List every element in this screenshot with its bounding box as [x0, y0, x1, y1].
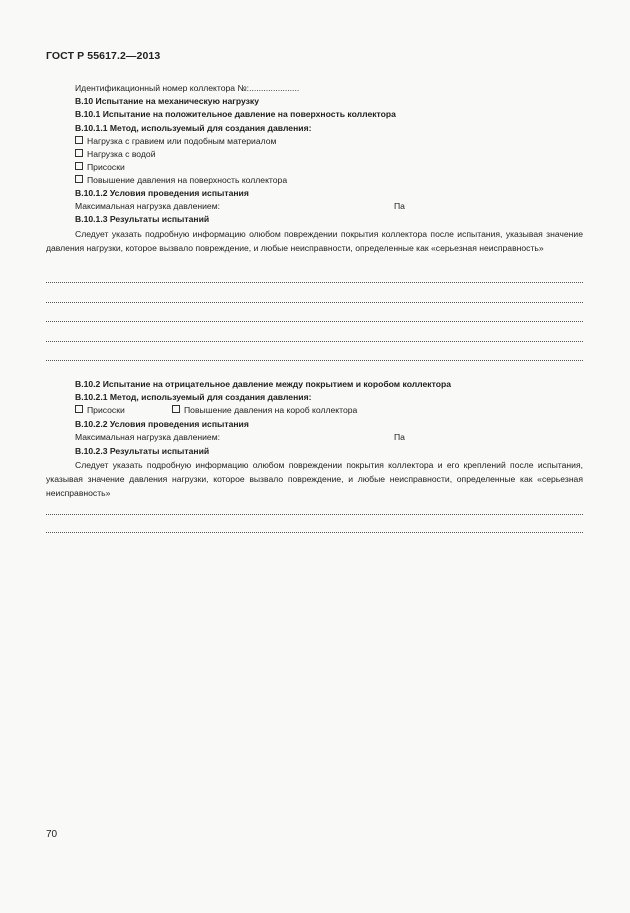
- section-b10-1-heading: В.10.1 Испытание на положительное давление на поверхность коллектора: [75, 109, 396, 119]
- checkbox-icon[interactable]: [75, 175, 83, 183]
- option-gravel[interactable]: [75, 136, 276, 147]
- option-surface-pressure-label: Повышение давления на поверхность коллектора: [87, 175, 288, 185]
- section-b10-2-heading: В.10.2 Испытание на отрицательное давление между покрытием и коробом коллектора: [75, 379, 451, 389]
- option2-box-pressure-label: Повышение давления на короб коллектора: [184, 405, 358, 415]
- section-b10-1-3-heading: В.10.1.3 Результаты испытаний: [75, 214, 210, 224]
- dotted-answer-line[interactable]: [46, 282, 583, 283]
- option-surface-pressure[interactable]: [75, 175, 287, 186]
- pa-unit-1: Па: [394, 201, 405, 211]
- section-b10-1-2-heading: В.10.1.2 Условия проведения испытания: [75, 188, 249, 198]
- section-b10-heading: В.10 Испытание на механическую нагрузку: [75, 96, 260, 106]
- section-b10-2-3-heading: В.10.2.3 Результаты испытаний: [75, 446, 210, 456]
- dotted-answer-line[interactable]: [46, 321, 583, 322]
- option-water[interactable]: [75, 149, 156, 160]
- document-header: ГОСТ Р 55617.2—2013: [46, 50, 161, 62]
- section-b10-1-1-heading: В.10.1.1 Метод, используемый для создания давления:: [75, 123, 312, 133]
- collector-id-line: Идентификационный номер коллектора №:.....................: [75, 83, 300, 93]
- dotted-answer-line[interactable]: [46, 341, 583, 342]
- checkbox-icon[interactable]: [75, 149, 83, 157]
- section-b10-2-1-heading: В.10.2.1 Метод, используемый для создания давления:: [75, 392, 312, 402]
- results-paragraph-1: Следует указать подробную информацию олюбом повреждении покрытия коллектора после испытания, указывая значение давления нагрузки, которое вызвало повреждение, и любые неисправности, определенные как «серьезная неисправность»: [46, 229, 583, 253]
- dotted-answer-line[interactable]: [46, 514, 583, 515]
- checkbox-icon[interactable]: [75, 136, 83, 144]
- max-load-label-1: Максимальная нагрузка давлением:: [75, 201, 221, 211]
- option2-suction-label: Присоски: [87, 405, 125, 415]
- dotted-answer-line[interactable]: [46, 532, 583, 533]
- option2-suction[interactable]: [75, 405, 125, 416]
- option-gravel-label: Нагрузка с гравием или подобным материалом: [87, 136, 277, 146]
- checkbox-icon[interactable]: [172, 405, 180, 413]
- max-load-label-2: Максимальная нагрузка давлением:: [75, 432, 221, 442]
- checkbox-icon[interactable]: [75, 405, 83, 413]
- checkbox-icon[interactable]: [75, 162, 83, 170]
- pa-unit-2: Па: [394, 432, 405, 442]
- option-suction-label: Присоски: [87, 162, 125, 172]
- section-b10-2-2-heading: В.10.2.2 Условия проведения испытания: [75, 419, 249, 429]
- option2-box-pressure[interactable]: [172, 405, 357, 416]
- page-number: 70: [46, 829, 58, 840]
- dotted-answer-line[interactable]: [46, 302, 583, 303]
- option-water-label: Нагрузка с водой: [87, 149, 156, 159]
- results-paragraph-2: Следует указать подробную информацию олюбом повреждении покрытия коллектора и его креплений после испытания, указывая значение давления нагрузки, которое вызвало повреждение, и любые неисправности, определенные как «серьезная неисправность»: [46, 460, 583, 498]
- dotted-answer-line[interactable]: [46, 360, 583, 361]
- option-suction[interactable]: [75, 162, 125, 173]
